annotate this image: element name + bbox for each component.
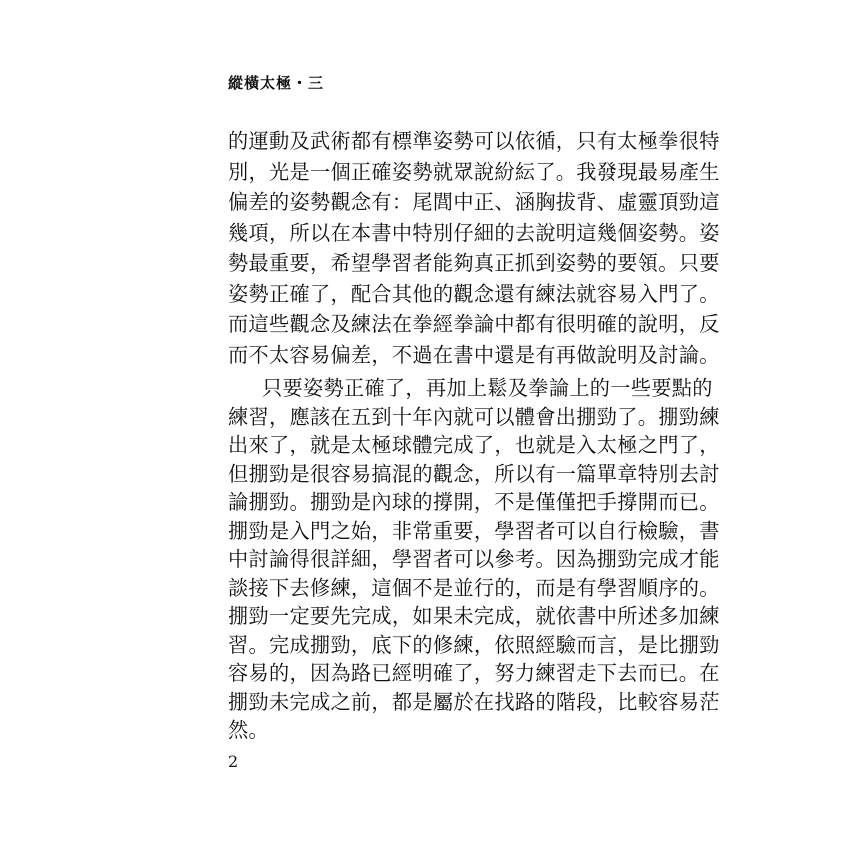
paragraph-2-line: 練習，應該在五到十年內就可以體會出掤勁了。掤勁練 [228, 404, 720, 429]
paragraph-2-line: 論掤勁。掤勁是內球的撐開，不是僅僅把手撐開而已。 [228, 490, 720, 514]
paragraph-2-line: 掤勁一定要先完成，如果未完成，就依書中所述多加練 [228, 604, 720, 628]
paragraph-1-line: 偏差的姿勢觀念有：尾閭中正、涵胸拔背、虛靈頂勁這 [228, 190, 720, 214]
paragraph-1-line: 的運動及武術都有標準姿勢可以依循，只有太極拳很特 [228, 129, 720, 153]
paragraph-1-line: 勢最重要，希望學習者能夠真正抓到姿勢的要領。只要 [228, 251, 720, 275]
paragraph-2-line: 中討論得很詳細，學習者可以參考。因為掤勁完成才能 [228, 547, 720, 571]
paragraph-1-line: 而這些觀念及練法在拳經拳論中都有很明確的說明，反 [228, 312, 720, 336]
paragraph-2-line: 只要姿勢正確了，再加上鬆及拳論上的一些要點的 [262, 376, 713, 400]
paragraph-2-line: 出來了，就是太極球體完成了，也就是入太極之門了， [228, 433, 720, 457]
paragraph-2-line: 談接下去修練，這個不是並行的，而是有學習順序的。 [228, 575, 720, 600]
paragraph-1-line: 姿勢正確了，配合其他的觀念還有練法就容易入門了。 [228, 281, 720, 306]
paragraph-1-line: 別，光是一個正確姿勢就眾說紛紜了。我發現最易產生 [228, 159, 720, 184]
paragraph-2-line: 習。完成掤勁，底下的修練，依照經驗而言，是比掤勁 [228, 632, 720, 657]
paragraph-1-line: 幾項，所以在本書中特別仔細的去說明這幾個姿勢。姿 [228, 220, 720, 245]
paragraph-2-line: 容易的，因為路已經明確了，努力練習走下去而已。在 [228, 661, 720, 685]
page-number: 2 [228, 752, 239, 771]
paragraph-2-line: 然。 [228, 718, 269, 742]
paragraph-2-line: 掤勁未完成之前，都是屬於在找路的階段，比較容易茫 [228, 689, 720, 714]
paragraph-2-line: 但掤勁是很容易搞混的觀念，所以有一篇單章特別去討 [228, 461, 720, 486]
paragraph-1-line: 而不太容易偏差，不過在書中還是有再做說明及討論。 [228, 342, 720, 367]
paragraph-2-line: 掤勁是入門之始，非常重要，學習者可以自行檢驗，書 [228, 518, 720, 543]
running-header: 縱橫太極・三 [228, 74, 325, 92]
